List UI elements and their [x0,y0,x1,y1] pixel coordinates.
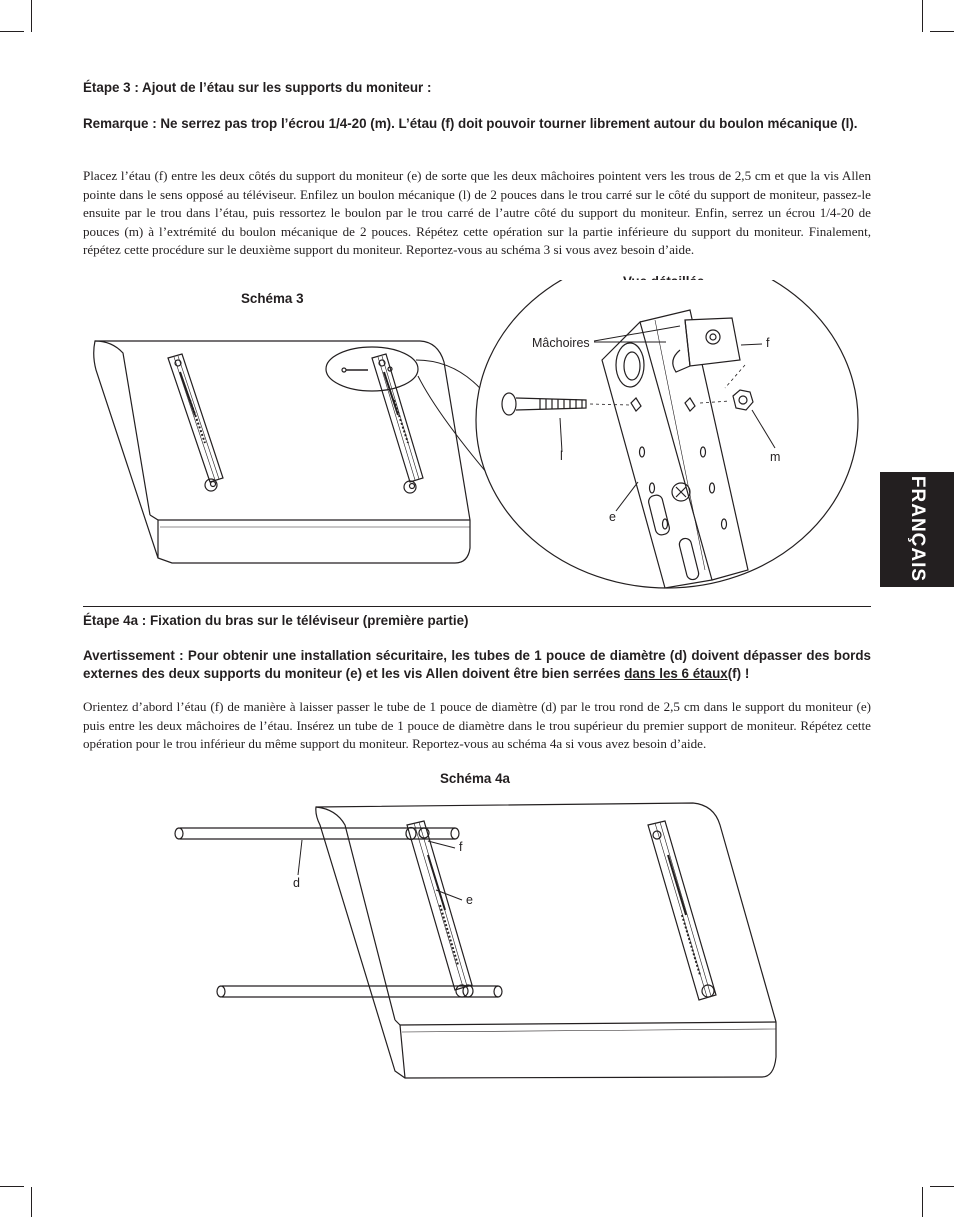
label-m: m [770,450,781,464]
language-tab-label: FRANÇAIS [907,475,928,583]
label-e-detail: e [609,510,616,524]
schema4a-diagram [0,795,954,1095]
label-d: d [293,876,300,890]
schema3-diagram [0,280,954,620]
step4a-warning [83,647,871,683]
crop-mark [930,31,954,32]
label-e-4a: e [466,893,473,907]
crop-mark [930,1186,954,1187]
schema4a-caption: Schéma 4a [440,771,510,786]
label-f-4a: f [459,840,463,854]
step3-body: Placez l’étau (f) entre les deux côtés du support du moniteur (e) de sorte que les deux mâchoires pointent vers les trous de 2,5 cm et que la vis Allen pointe dans le sens opposé au téléviseur. Enfilez un boulon mécanique (l) de 2 pouces dans le trou carré sur le côté du support de moniteur, passez-le ensuite par le trou dans l’étau, puis ressortez le boulon par le trou carré de l’autre côté du support du moniteur. Enfin, serrez un écrou 1/4-20 de pouces (m) à l’extrémité du boulon mécanique de 2 pouces. Répétez cette opération sur la partie inférieure du support du moniteur. Finalement, répétez cette procédure sur le deuxième support du moniteur. Reportez-vous au schéma 3 si vous avez besoin d’aide. [83,168,871,258]
crop-mark [0,1186,24,1187]
step3-note: Remarque : Ne serrez pas trop l’écrou 1/4-20 (m). L’étau (f) doit pouvoir tourner librement autour du boulon mécanique (l). [83,116,858,131]
step4a-body: Orientez d’abord l’étau (f) de manière à laisser passer le tube de 1 pouce de diamètre (d) par le trou rond de 2,5 cm dans le support du moniteur (e) puis entre les deux mâchoires de l’étau. Insérez un tube de 1 pouce de diamètre dans le trou supérieur du premier support de moniteur. Répétez cette opération pour le trou inférieur du même support du moniteur. Reportez-vous au schéma 4a si vous avez besoin d’aide. [83,699,871,752]
crop-mark [922,1187,923,1217]
warning-underlined: dans les 6 étaux [624,666,728,681]
section-divider [83,606,871,607]
schema3-caption: Schéma 3 [241,291,304,306]
language-tab [880,472,954,587]
label-f-detail: f [766,336,770,350]
crop-mark [31,0,32,32]
tv-panel-schema4a [316,803,776,1078]
crop-mark [0,31,24,32]
crop-mark [922,0,923,32]
step4a-heading: Étape 4a : Fixation du bras sur le téléviseur (première partie) [83,613,469,628]
label-l: l [560,449,563,463]
warning-end: (f) ! [727,666,750,681]
crop-mark [31,1187,32,1217]
step3-heading: Étape 3 : Ajout de l’étau sur les supports du moniteur : [83,80,432,95]
label-jaws: Mâchoires [532,336,590,350]
warning-main: Avertissement : Pour obtenir une installation sécuritaire, les tubes de 1 pouce de diamètre (d) doivent dépasser des bords externes des deux supports du moniteur (e) et les vis Allen doivent être bien serrées [83,648,871,681]
